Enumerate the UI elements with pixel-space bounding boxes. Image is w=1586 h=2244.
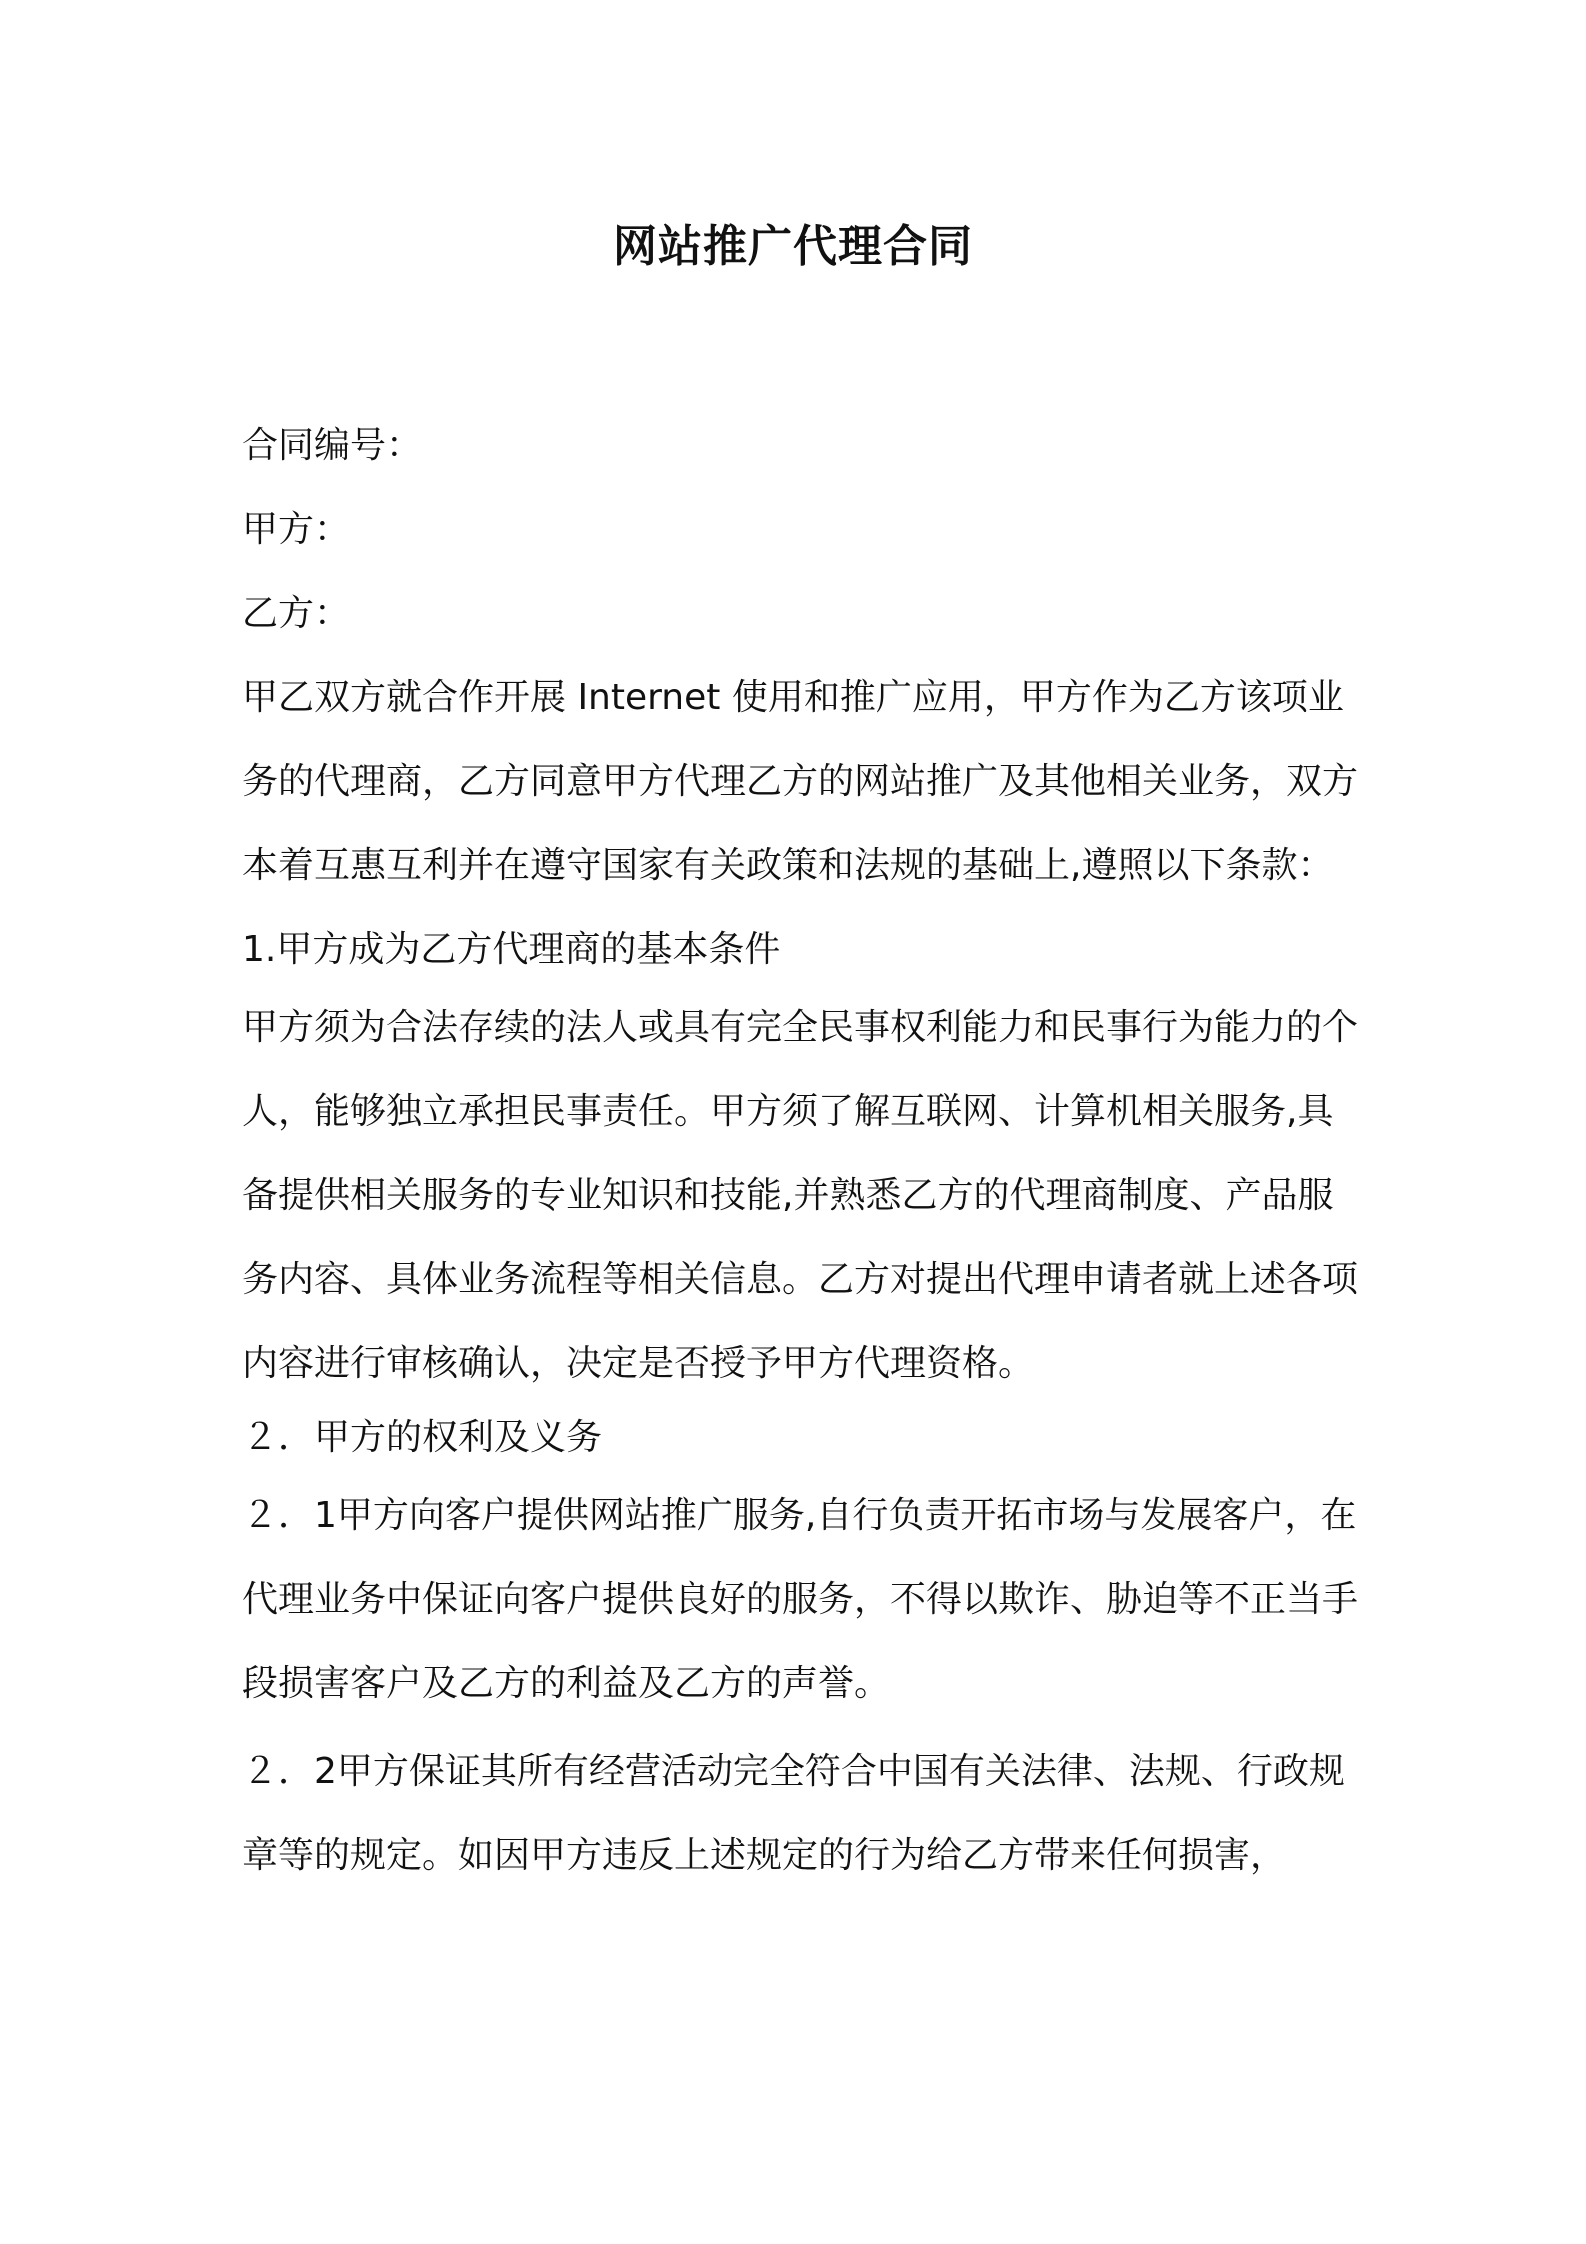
section-1-heading: 1.甲方成为乙方代理商的基本条件 [242, 929, 781, 970]
party-a-line: 甲方： [242, 509, 351, 550]
section-2-1-paragraph: ２．1甲方向客户提供网站推广服务,自行负责开拓市场与发展客户，在代理业务中保证向客户提供良好的服务，不得以欺诈、胁迫等不正当手段损害客户及乙方的利益及乙方的声誉。 [242, 1495, 1359, 1704]
preamble-paragraph: 甲乙双方就合作开展 Internet 使用和推广应用，甲方作为乙方该项业务的代理商，乙方同意甲方代理乙方的网站推广及其他相关业务，双方本着互惠互利并在遵守国家有关政策和法规的基础上,遵照以下条款： [242, 677, 1359, 886]
section-1-paragraph: 甲方须为合法存续的法人或具有完全民事权利能力和民事行为能力的个人，能够独立承担民事责任。甲方须了解互联网、计算机相关服务,具备提供相关服务的专业知识和技能,并熟悉乙方的代理商制度、产品服务内容、具体业务流程等相关信息。乙方对提出代理申请者就上述各项内容进行审核确认，决定是否授予甲方代理资格。 [242, 1007, 1359, 1384]
document-title: 网站推广代理合同 [613, 221, 973, 272]
contract-number-line: 合同编号： [242, 425, 423, 466]
party-b-line: 乙方： [242, 593, 351, 634]
section-2-heading: ２．甲方的权利及义务 [242, 1417, 603, 1458]
section-2-2-paragraph: ２．2甲方保证其所有经营活动完全符合中国有关法律、法规、行政规章等的规定。如因甲方违反上述规定的行为给乙方带来任何损害， [242, 1751, 1345, 1876]
document-body [242, 404, 1362, 1898]
